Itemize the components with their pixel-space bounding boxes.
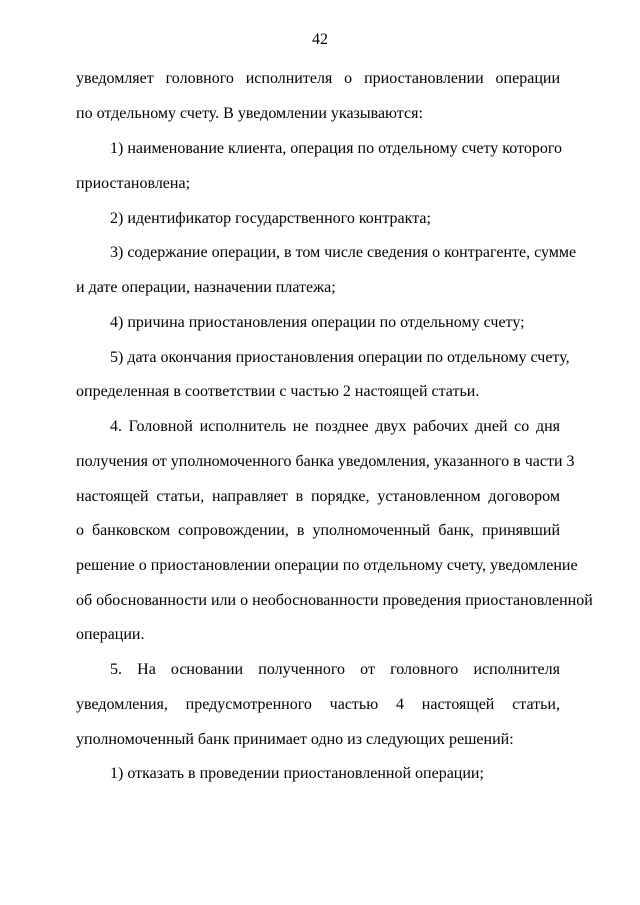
paragraph-line: 4. Головной исполнитель не позднее двух рабочих дней со дня: [110, 418, 560, 435]
paragraph-line: 5. На основании полученного от головного исполнителя: [110, 661, 560, 678]
list-item-line: 1) наименование клиента, операция по отдельному счету которого: [110, 140, 562, 157]
list-item-line: 2) идентификатор государственного контракта;: [110, 210, 431, 227]
text-line: приостановлена;: [76, 175, 191, 192]
text-line: об обоснованности или о необоснованности проведения приостановленной: [76, 592, 593, 609]
list-item-line: 5) дата окончания приостановления операции по отдельному счету,: [110, 349, 570, 366]
text-line: решение о приостановлении операции по отдельному счету, уведомление: [76, 557, 578, 574]
text-line: уведомляет головного исполнителя о приостановлении операции: [76, 70, 560, 87]
text-line: получения от уполномоченного банка уведомления, указанного в части 3: [76, 453, 575, 470]
text-line: и дате операции, назначении платежа;: [76, 279, 336, 296]
list-item-line: 4) причина приостановления операции по отдельному счету;: [110, 314, 525, 331]
text-line: уполномоченный банк принимает одно из следующих решений:: [76, 731, 514, 748]
text-line: уведомления, предусмотренного частью 4 настоящей статьи,: [76, 696, 560, 713]
text-line: операции.: [76, 626, 145, 643]
text-line: о банковском сопровождении, в уполномоченный банк, принявший: [76, 522, 560, 539]
list-item-line: 3) содержание операции, в том числе сведения о контрагенте, сумме: [110, 244, 577, 261]
page-number: 42: [312, 31, 328, 48]
text-line: по отдельному счету. В уведомлении указываются:: [76, 105, 423, 122]
list-item-line: 1) отказать в проведении приостановленной операции;: [110, 765, 484, 782]
text-line: определенная в соответствии с частью 2 настоящей статьи.: [76, 383, 480, 400]
text-line: настоящей статьи, направляет в порядке, установленном договором: [76, 488, 560, 505]
